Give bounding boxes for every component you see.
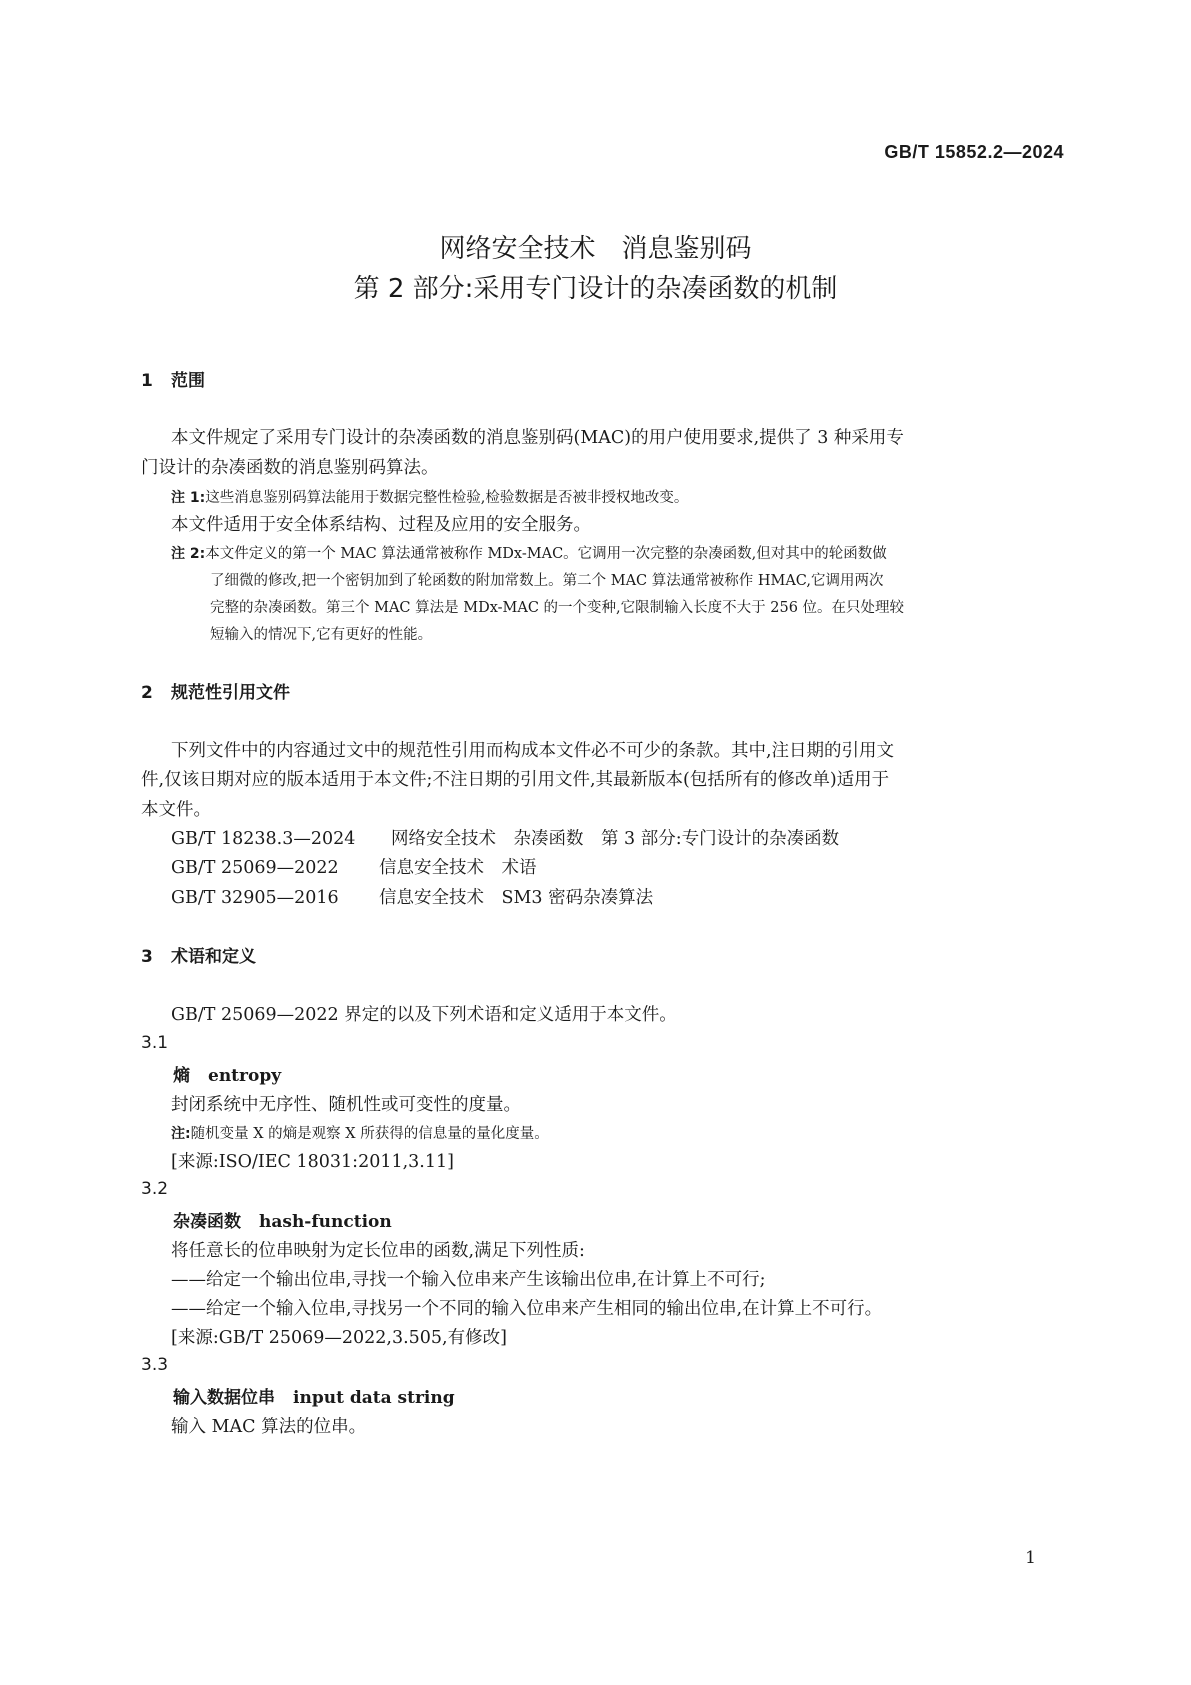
reference-title: 信息安全技术 SM3 密码杂凑算法 <box>379 888 654 908</box>
term-en: entropy <box>208 1066 282 1086</box>
note-1 <box>171 486 688 507</box>
section-title: 术语和定义 <box>171 947 256 967</box>
paragraph: 本文件。 <box>141 800 211 820</box>
note-text: 完整的杂凑函数。第三个 MAC 算法是 MDx-MAC 的一个变种,它限制输入长度不大于 256 位。在只处理较 <box>210 600 905 616</box>
standard-number: GB/T 15852.2—2024 <box>884 142 1064 162</box>
paragraph: 门设计的杂凑函数的消息鉴别码算法。 <box>141 458 439 478</box>
reference-item <box>171 825 839 850</box>
term-en: input data string <box>293 1388 455 1408</box>
note-text: 短输入的情况下,它有更好的性能。 <box>210 627 433 643</box>
note-label: 注: <box>171 1126 191 1142</box>
reference-title: 信息安全技术 术语 <box>379 858 537 878</box>
term-number: 3.2 <box>141 1179 169 1199</box>
reference-code: GB/T 18238.3—2024 <box>171 829 356 849</box>
term-source: [来源:GB/T 25069—2022,3.505,有修改] <box>171 1328 507 1348</box>
term-source: [来源:ISO/IEC 18031:2011,3.11] <box>171 1152 454 1172</box>
term-zh: 熵 <box>173 1066 190 1086</box>
term-note <box>171 1122 549 1143</box>
section-3-heading <box>141 942 256 967</box>
document-title-line1: 网络安全技术 消息鉴别码 <box>439 234 752 264</box>
term-zh: 杂凑函数 <box>173 1212 241 1232</box>
reference-code: GB/T 25069—2022 <box>171 858 339 878</box>
term-zh: 输入数据位串 <box>173 1388 275 1408</box>
note-text: 这些消息鉴别码算法能用于数据完整性检验,检验数据是否被非授权地改变。 <box>205 490 689 506</box>
reference-item <box>171 884 653 909</box>
note-label: 注 1: <box>171 490 206 506</box>
term-en: hash-function <box>259 1212 392 1232</box>
term-definition: 封闭系统中无序性、随机性或可变性的度量。 <box>171 1095 521 1115</box>
note-text: 本文件定义的第一个 MAC 算法通常被称作 MDx-MAC。它调用一次完整的杂凑函数,但对其中的轮函数做 <box>205 546 887 562</box>
section-1-heading <box>141 366 205 391</box>
paragraph: 下列文件中的内容通过文中的规范性引用而构成本文件必不可少的条款。其中,注日期的引用文 <box>171 741 895 761</box>
section-title: 规范性引用文件 <box>171 683 290 703</box>
section-2-heading <box>141 678 290 703</box>
section-title: 范围 <box>171 371 205 391</box>
list-item: ——给定一个输入位串,寻找另一个不同的输入位串来产生相同的输出位串,在计算上不可行。 <box>171 1299 883 1319</box>
reference-item <box>171 854 537 879</box>
section-number: 1 <box>141 371 153 391</box>
note-text: 了细微的修改,把一个密钥加到了轮函数的附加常数上。第二个 MAC 算法通常被称作 HMAC,它调用两次 <box>210 573 884 589</box>
list-item: ——给定一个输出位串,寻找一个输入位串来产生该输出位串,在计算上不可行; <box>171 1270 766 1290</box>
page-number: 1 <box>1025 1548 1036 1568</box>
paragraph: 件,仅该日期对应的版本适用于本文件;不注日期的引用文件,其最新版本(包括所有的修改单)适用于 <box>141 770 890 790</box>
note-label: 注 2: <box>171 546 206 562</box>
term-heading <box>173 1207 392 1232</box>
paragraph: GB/T 25069—2022 界定的以及下列术语和定义适用于本文件。 <box>171 1005 677 1025</box>
term-number: 3.3 <box>141 1355 169 1375</box>
paragraph: 本文件适用于安全体系结构、过程及应用的安全服务。 <box>171 515 591 535</box>
section-number: 3 <box>141 947 153 967</box>
reference-title: 网络安全技术 杂凑函数 第 3 部分:专门设计的杂凑函数 <box>391 829 840 849</box>
note-text: 随机变量 X 的熵是观察 X 所获得的信息量的量化度量。 <box>190 1126 549 1142</box>
paragraph: 本文件规定了采用专门设计的杂凑函数的消息鉴别码(MAC)的用户使用要求,提供了 3 种采用专 <box>171 428 904 448</box>
section-number: 2 <box>141 683 153 703</box>
term-number: 3.1 <box>141 1033 169 1053</box>
term-heading <box>173 1383 455 1408</box>
document-title-line2: 第 2 部分:采用专门设计的杂凑函数的机制 <box>353 274 838 304</box>
term-definition: 将任意长的位串映射为定长位串的函数,满足下列性质: <box>171 1241 585 1261</box>
reference-code: GB/T 32905—2016 <box>171 888 339 908</box>
term-definition: 输入 MAC 算法的位串。 <box>171 1417 367 1437</box>
note-2 <box>171 542 887 563</box>
term-heading <box>173 1061 281 1086</box>
